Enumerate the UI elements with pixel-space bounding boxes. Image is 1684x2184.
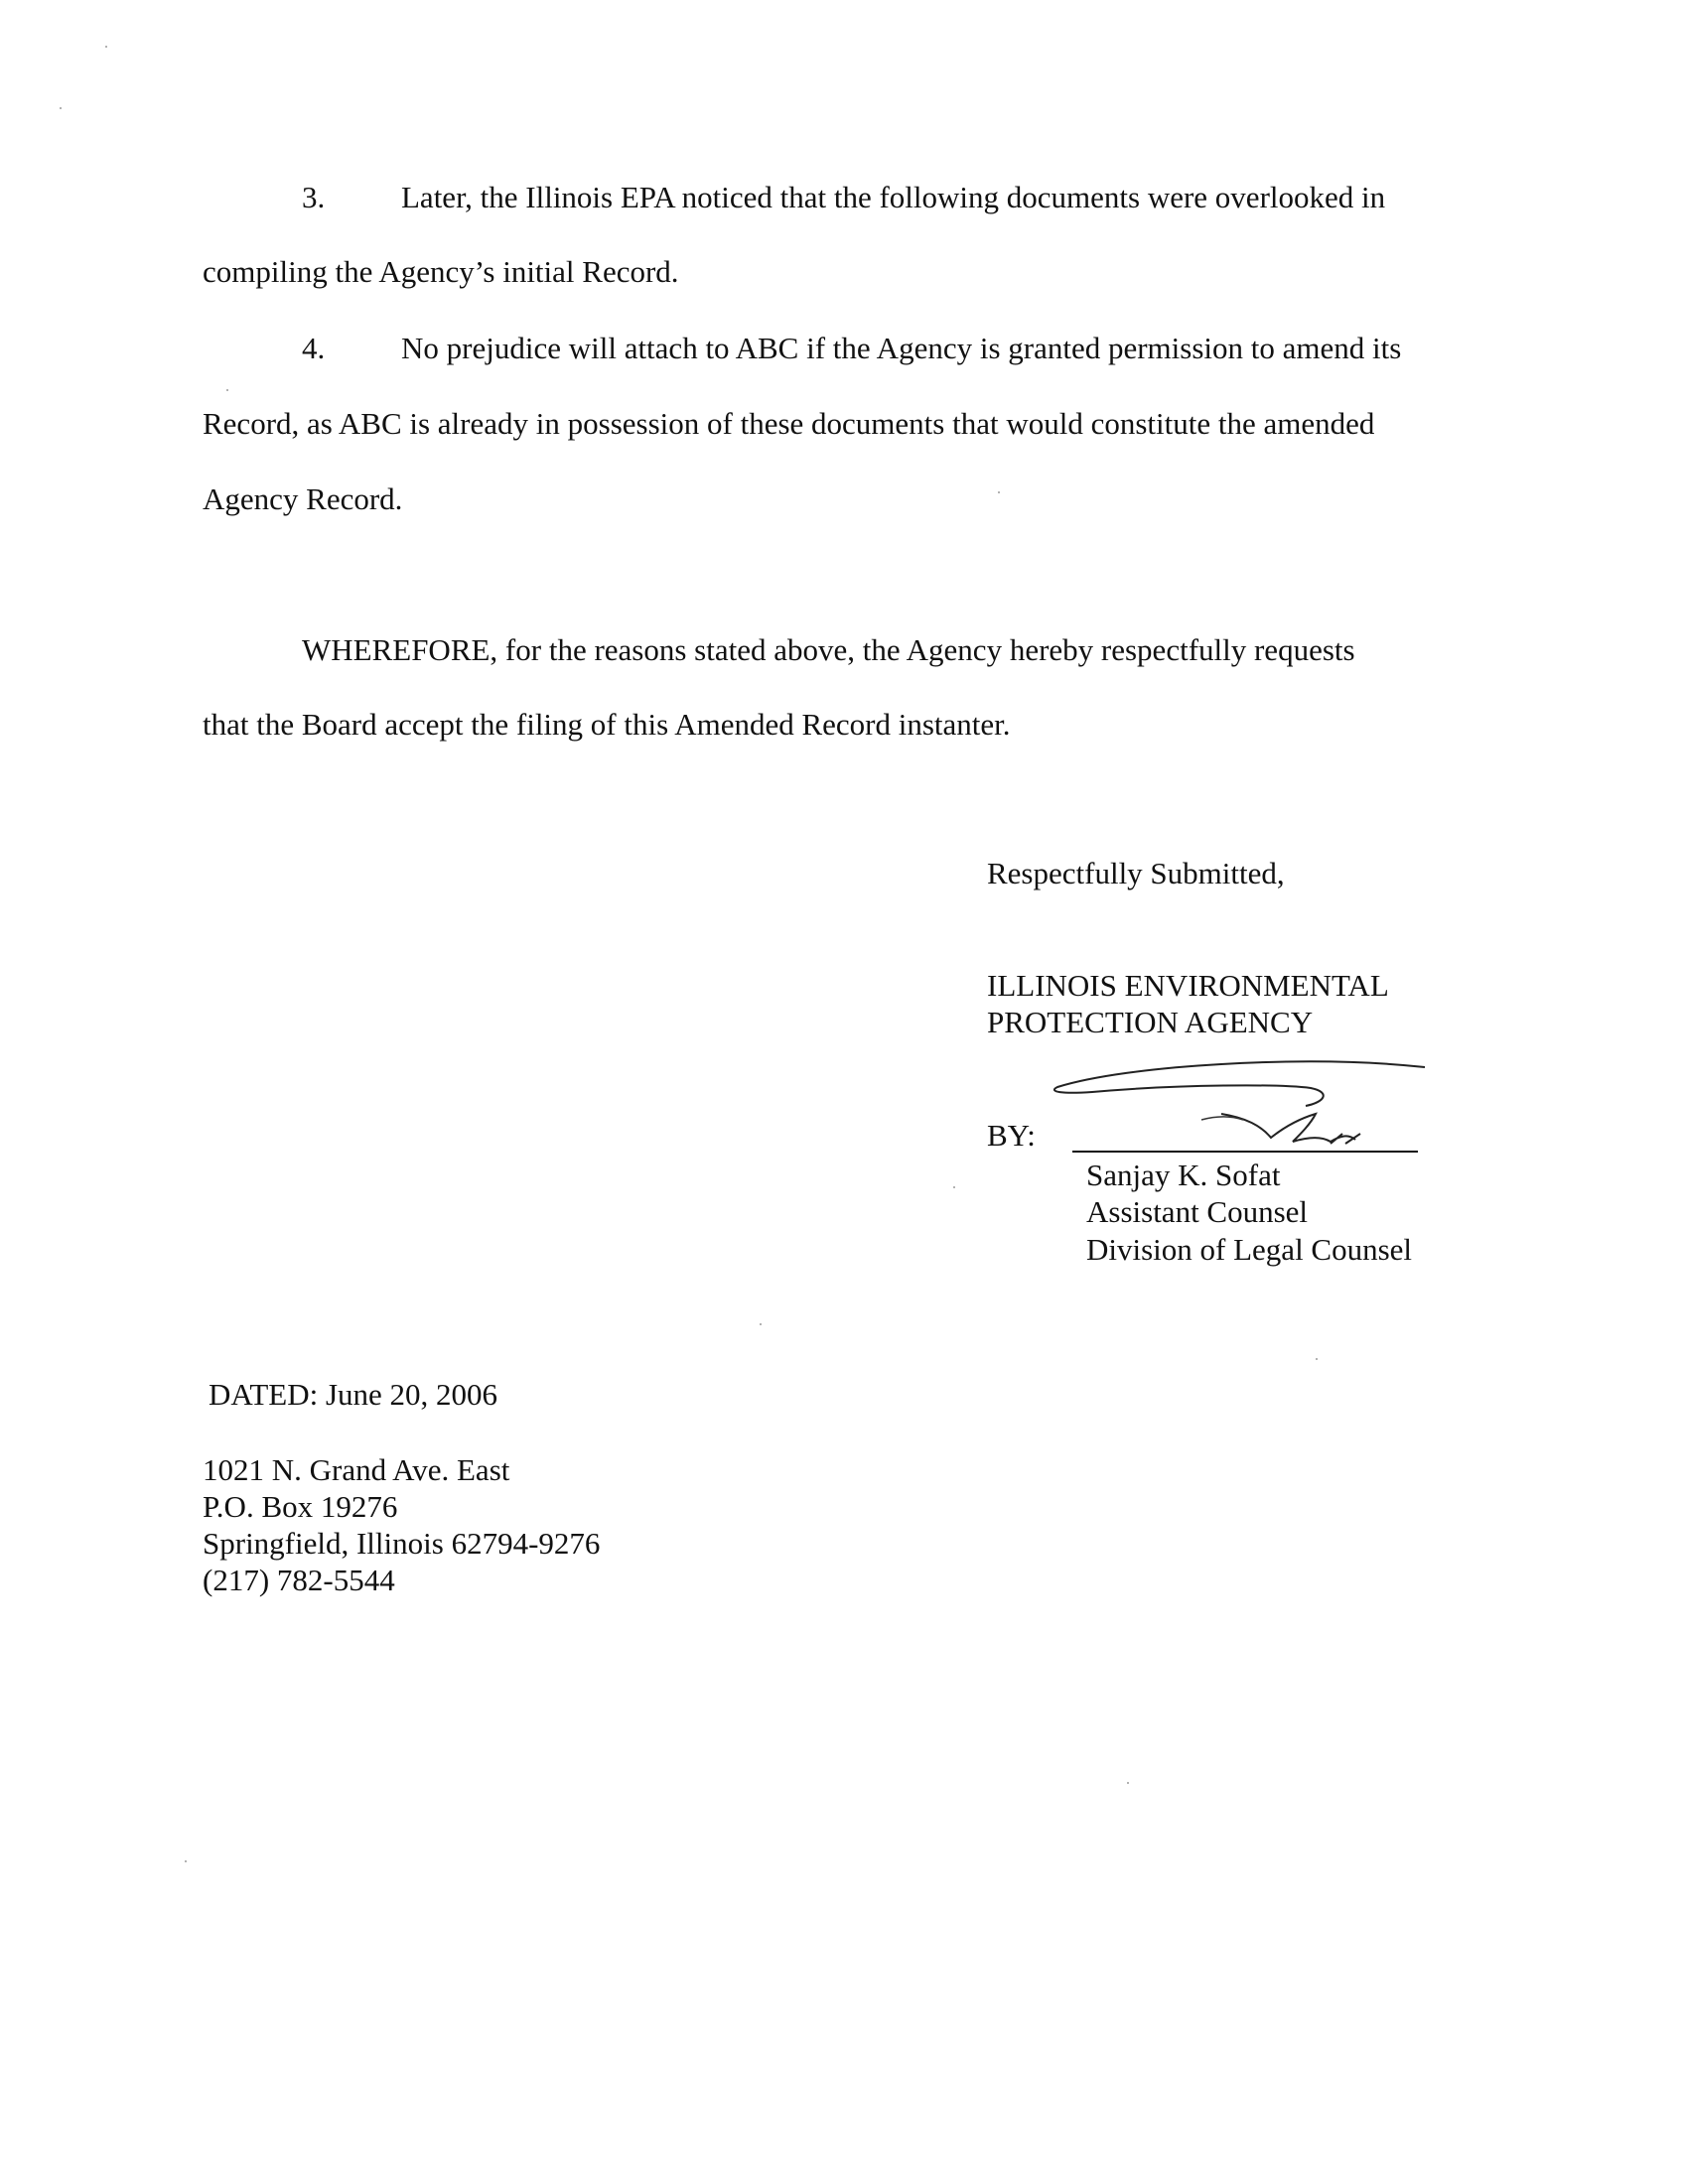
- scan-speck: [60, 107, 62, 109]
- paragraph-3-line-1: Later, the Illinois EPA noticed that the following documents were overlooked in: [401, 180, 1386, 214]
- signature-stroke-name: [1221, 1114, 1360, 1144]
- paragraph-3-number: 3.: [302, 180, 326, 214]
- signer-title: Assistant Counsel: [1086, 1194, 1309, 1229]
- agency-name-line-1: ILLINOIS ENVIRONMENTAL: [987, 968, 1389, 1003]
- scan-speck: [1316, 1358, 1318, 1360]
- paragraph-4-line-3: Agency Record.: [203, 481, 403, 516]
- scan-speck: [226, 389, 228, 391]
- address-line-3: Springfield, Illinois 62794-9276: [203, 1526, 601, 1561]
- paragraph-4-line-2: Record, as ABC is already in possession of these documents that would constitute the amended: [203, 406, 1375, 441]
- signature-graphic: [1033, 1042, 1450, 1171]
- signer-name: Sanjay K. Sofat: [1086, 1158, 1281, 1192]
- by-label: BY:: [987, 1118, 1036, 1153]
- dated-line: DATED: June 20, 2006: [209, 1377, 498, 1412]
- scan-speck: [998, 491, 1000, 493]
- scan-speck: [953, 1186, 955, 1188]
- paragraph-4-line-1: No prejudice will attach to ABC if the Agency is granted permission to amend its: [401, 331, 1402, 365]
- paragraph-4-number: 4.: [302, 331, 326, 365]
- scan-speck: [1127, 1782, 1129, 1784]
- scan-speck: [105, 46, 107, 48]
- agency-name-line-2: PROTECTION AGENCY: [987, 1005, 1314, 1039]
- scan-speck: [760, 1323, 762, 1325]
- address-line-2: P.O. Box 19276: [203, 1489, 398, 1524]
- signature-stroke-loop: [1054, 1061, 1425, 1106]
- closing-text: Respectfully Submitted,: [987, 856, 1285, 890]
- paragraph-3-line-2: compiling the Agency’s initial Record.: [203, 254, 679, 289]
- wherefore-line-1: WHEREFORE, for the reasons stated above, the Agency hereby respectfully requests: [302, 632, 1355, 667]
- scan-speck: [185, 1860, 187, 1862]
- phone-line: (217) 782-5544: [203, 1563, 395, 1597]
- address-line-1: 1021 N. Grand Ave. East: [203, 1452, 510, 1487]
- signer-division: Division of Legal Counsel: [1086, 1232, 1413, 1267]
- wherefore-line-2: that the Board accept the filing of this Amended Record instanter.: [203, 707, 1011, 742]
